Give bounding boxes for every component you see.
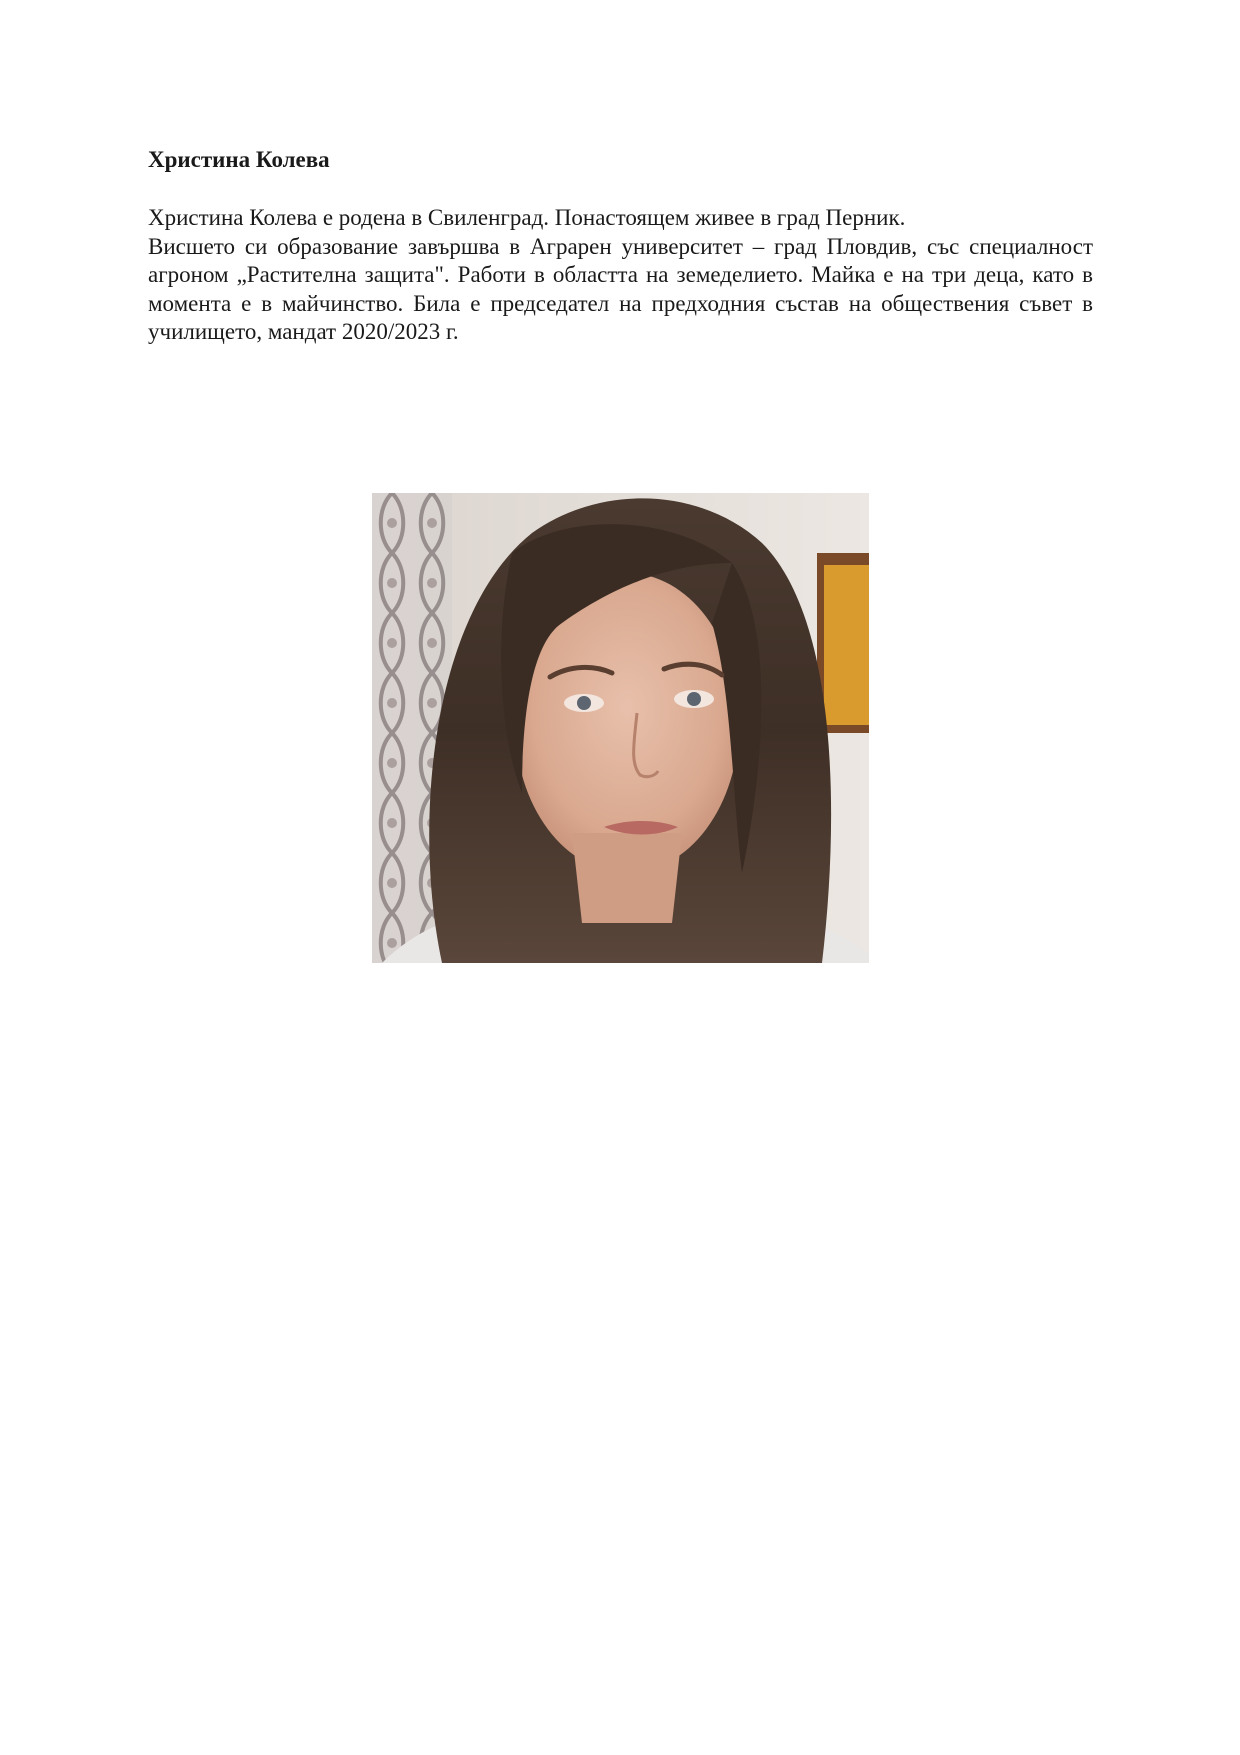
- portrait-photo: [372, 493, 869, 963]
- paragraph-education: Висшето си образование завършва в Аграрен университет – град Пловдив, със специалност агроном „Растителна защита". Работи в областта на земеделието. Майка е на три деца, като в момента е в майчинство. Била е председател на предходния състав на обществения съвет в училището, мандат 2020/2023 г.: [148, 233, 1093, 344]
- page-title: Христина Колева: [148, 147, 330, 172]
- paragraph-birthplace: Христина Колева е родена в Свиленград. Понастоящем живее в град Перник.: [148, 205, 906, 230]
- portrait-illustration: [372, 493, 869, 963]
- biography-text: [148, 204, 1093, 347]
